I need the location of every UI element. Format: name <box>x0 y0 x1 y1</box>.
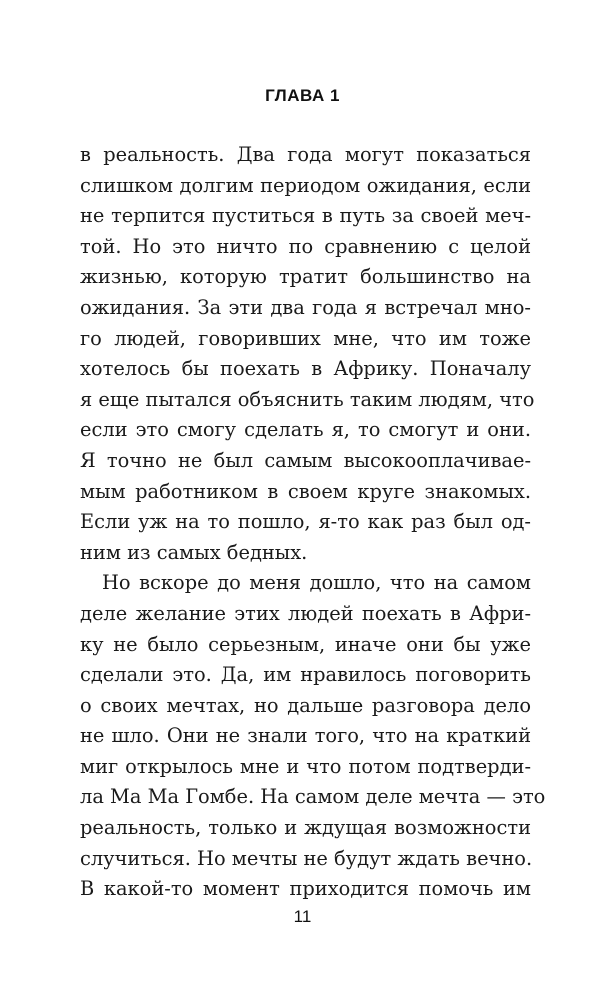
text-line: го людей, говоривших мне, что им тоже <box>80 326 531 350</box>
text-line: деле желание этих людей поехать в Афри- <box>80 601 531 625</box>
text-line: В какой-то момент приходится помочь им <box>80 877 531 901</box>
text-line: не шло. Они не знали того, что на краткий <box>80 724 531 748</box>
text-line: реальность, только и ждущая возможности <box>80 816 531 840</box>
page-number: 11 <box>293 907 312 926</box>
text-line: мым работником в своем круге знакомых. <box>80 479 531 503</box>
text-line: я еще пытался объяснить таким людям, что <box>80 387 535 411</box>
text-line: о своих мечтах, но дальше разговора дело <box>80 693 531 717</box>
text-line: ожидания. За эти два года я встречал мно- <box>80 295 531 319</box>
text-line: хотелось бы поехать в Африку. Поначалу <box>80 357 531 381</box>
text-line: не терпится пуститься в путь за своей меч- <box>80 204 531 228</box>
chapter-title: ГЛАВА 1 <box>265 86 340 105</box>
text-line: той. Но это ничто по сравнению с целой <box>80 234 531 258</box>
text-line: Но вскоре до меня дошло, что на самом <box>102 571 531 595</box>
text-line: если это смогу сделать я, то смогут и они. <box>80 418 531 442</box>
text-line: ним из самых бедных. <box>80 540 308 564</box>
text-line: ку не было серьезным, иначе они бы уже <box>80 632 531 656</box>
text-line: ла Ма Ма Гомбе. На самом деле мечта — это <box>80 785 546 809</box>
text-line: в реальность. Два года могут показаться <box>80 143 531 166</box>
text-line: жизнью, которую тратит большинство на <box>80 265 531 289</box>
body-text <box>80 140 546 905</box>
text-line: миг открылось мне и что потом подтверди- <box>80 754 531 778</box>
text-line: Я точно не был самым высокооплачивае- <box>80 448 531 472</box>
text-line: сделали это. Да, им нравилось поговорить <box>80 663 531 687</box>
text-line: случиться. Но мечты не будут ждать вечно. <box>80 846 533 870</box>
text-line: слишком долгим периодом ожидания, если <box>80 173 531 197</box>
text-line: Если уж на то пошло, я-то как раз был од- <box>80 510 531 534</box>
